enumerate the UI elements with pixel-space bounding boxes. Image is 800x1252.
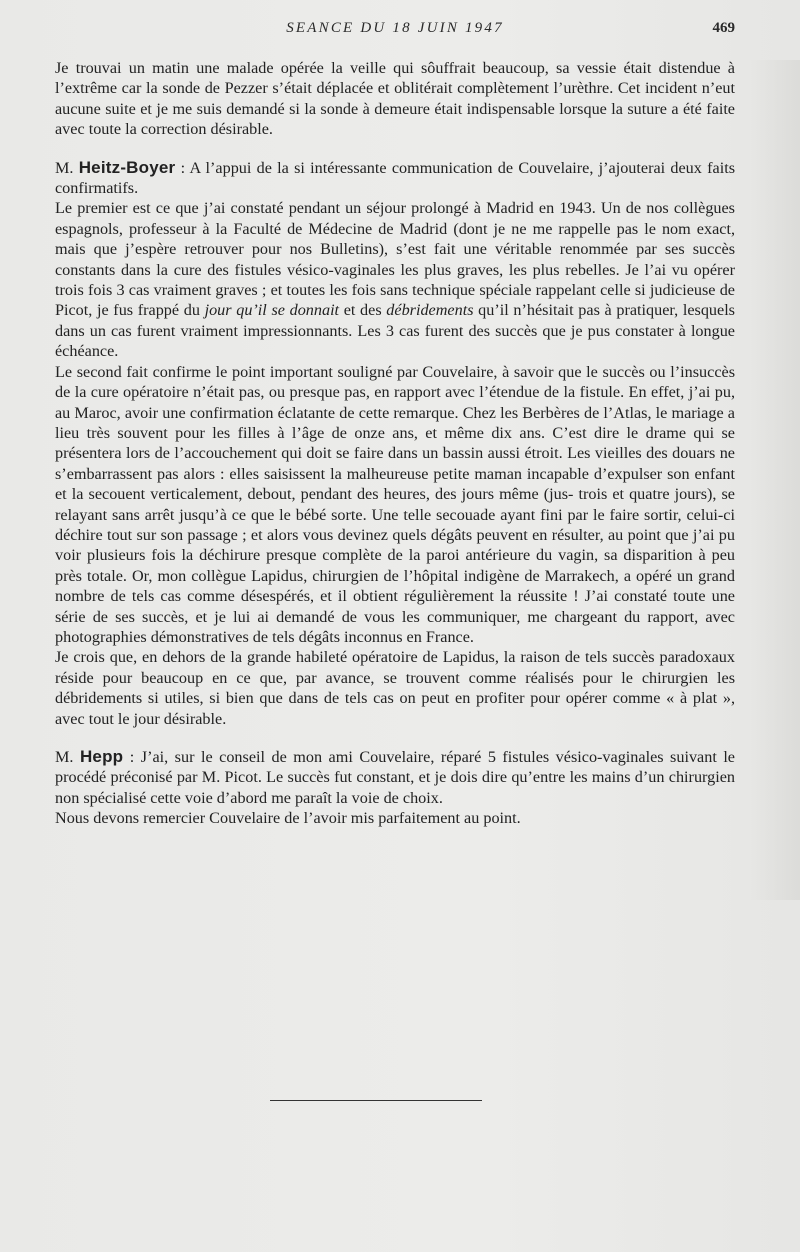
paragraph-lapidus: Je crois que, en dehors de la grande habileté opératoire de Lapidus, la raison de tels succès paradoxaux réside pour beaucoup en ce que, par avance, se trouvent comme réalisés pour le chirurgien les débridements si utiles, si bien que dans de tels cas on peut en profiter pour opérer comme « à plat », avec tout le jour désirable.	[55, 648, 735, 728]
article-body	[55, 58, 735, 829]
paragraph-gap	[55, 140, 735, 158]
paragraph-gap	[55, 729, 735, 747]
page-number: 469	[712, 20, 735, 36]
paragraph-madrid-part-b: et des	[339, 301, 387, 320]
speaker-prefix: M.	[55, 748, 80, 766]
emphasis-jour: jour qu’il se donnait	[204, 301, 340, 320]
running-title: SEANCE DU 18 JUIN 1947	[286, 20, 504, 36]
paragraph-madrid-part-c: qu’il n’hésitait pas à pratiquer, lesquels dans un cas furent vraiment impressionnants. Les 3 cas furent des succès que je pus constater à longue échéance.	[55, 301, 735, 361]
page-edge-shadow	[750, 60, 800, 900]
emphasis-debridements: débridements	[386, 301, 474, 320]
paragraph-hepp	[55, 747, 735, 808]
speaker-statement: : J’ai, sur le conseil de mon ami Couvelaire, réparé 5 fistules vésico-vaginales suivant le procédé préconisé par M. Picot. Le succès fut constant, et je dois dire qu’entre les mains d’un chirurgien non spécialisé cette voie d’abord me paraît la voie de choix.	[55, 748, 735, 807]
speaker-statement: : A l’appui de la si intéressante communication de Couvelaire, j’ajouterai deux faits confirmatifs.	[55, 158, 735, 198]
speaker-heitz-boyer: Heitz-Boyer	[78, 157, 176, 177]
paragraph-1: Je trouvai un matin une malade opérée la veille qui sôuffrait beaucoup, sa vessie était distendue à l’extrême car la sonde de Pezzer s’était déplacée et oblitérait complètement l’urèthre. Cet incident n’eut aucune suite et je me suis demandé si la sonde à demeure était indispensable lorsque la suture a été faite avec toute la correction désirable.	[55, 59, 735, 139]
speaker-prefix: M.	[55, 158, 79, 177]
paragraph-madrid	[55, 198, 735, 361]
running-head	[55, 20, 735, 44]
paragraph-closing: Nous devons remercier Couvelaire de l’avoir mis parfaitement au point.	[55, 809, 521, 828]
paragraph-maroc: Le second fait confirme le point important souligné par Couvelaire, à savoir que le succès ou l’insuccès de la cure opératoire n’était pas, ou presque pas, en rapport avec l’étendue de la fistule. En effet, j’ai pu, au Maroc, avoir une confirmation éclatante de cette remarque. Chez les Berbères de l’Atlas, le mariage a lieu très souvent pour les filles à l’âge de onze ans, et même dix ans. C’est dire le drame qui se présentera lors de l’accouchement qui doit se faire dans un bassin aussi étroit. Les vieilles des douars ne s’embarrassent pas alors : elles saisissent la malheureuse petite maman incapable d’expulser son enfant et la secouent verticalement, debout, pendant des heures, des jours même (jus- trois et quatre jours), se relayant sans arrêt jusqu’à ce que le bébé sorte. Une telle secouade ayant fini par le faire sortir, celui-ci déchire tout sur son passage ; et alors vous devinez quels dégâts peuvent en résulter, au point que j’ai pu voir plusieurs fois la déchirure presque complète de la paroi antérieure du vagin, sa disparition à peu près totale. Or, mon collègue Lapidus, chirurgien de l’hôpital indigène de Marrakech, a opéré un grand nombre de tels cas comme désespérés, et il obtient régulièrement la réussite ! J’ai constaté toute une série de ses succès, et je lui ai demandé de vous les communiquer, me chargeant du rapport, avec photographies démonstratives de tels dégâts inconnus en France.	[55, 362, 735, 646]
paragraph-madrid-part-a: Le premier est ce que j’ai constaté pendant un séjour prolongé à Madrid en 1943. Un de nos collègues espagnols, professeur à la Faculté de Médecine de Madrid (dont je ne me rappelle pas le nom exact, mais que j’espère retrouver pour nos Bulletins), s’est fait une véritable renommée par ses succès constants dans la cure des fistules vésico-vaginales les plus graves, les plus rebelles. Je l’ai vu opérer trois fois 3 cas vraiment graves ; et toutes les fois sans technique spéciale rappelant celle si judicieuse de Picot, je fus frappé du	[55, 199, 735, 320]
paragraph-heitz-boyer	[55, 158, 735, 199]
speaker-hepp: Hepp	[79, 747, 124, 766]
section-rule	[270, 1100, 482, 1101]
